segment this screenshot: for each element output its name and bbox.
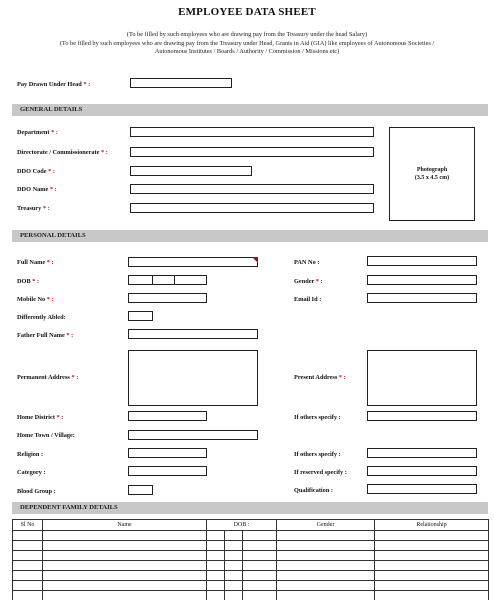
required-marker: * : [83,81,91,88]
father-name-label [17,332,73,339]
family-table-body [13,531,489,600]
full-name-field[interactable] [128,257,258,267]
table-cell[interactable] [225,591,243,600]
table-cell[interactable] [243,551,277,561]
table-row [13,551,489,561]
treasury-label-text: Treasury [17,205,42,212]
table-row [13,531,489,541]
required-marker: * : [66,332,74,339]
table-cell[interactable] [277,551,375,561]
full-name-label [17,259,54,266]
gender-label [294,278,323,285]
col-dob: DOB : [207,520,277,531]
table-cell[interactable] [243,581,277,591]
table-cell[interactable] [207,531,225,541]
table-cell[interactable] [375,561,489,571]
mobile-label [17,296,54,303]
ddo-code-field[interactable] [130,166,252,176]
table-cell[interactable] [207,561,225,571]
ddo-name-label [17,186,57,193]
required-marker: * : [51,129,58,136]
table-cell[interactable] [43,551,207,561]
instruction-note-3: Autonomous Institutes / Boards / Authority / Commission / Missions etc) [154,48,340,55]
table-cell[interactable] [243,541,277,551]
table-cell[interactable] [207,581,225,591]
table-cell[interactable] [225,571,243,581]
table-cell[interactable] [375,581,489,591]
table-cell[interactable] [243,571,277,581]
home-district-label-text: Home District [17,414,55,421]
table-row [13,591,489,600]
required-marker: * : [46,259,54,266]
treasury-label [17,205,50,212]
table-cell[interactable] [225,531,243,541]
directorate-label [17,149,108,156]
if-others-specify-field-2[interactable] [367,448,477,458]
table-cell[interactable] [207,591,225,600]
table-cell[interactable] [277,591,375,600]
home-town-field[interactable] [128,430,258,440]
photo-caption: Photograph [416,167,448,173]
if-others-specify-label-2: If others specify : [294,451,341,458]
ddo-code-label [17,168,55,175]
required-marker: * : [32,278,40,285]
table-row [13,581,489,591]
ddo-name-label-text: DDO Name [17,186,49,193]
table-cell[interactable] [43,591,207,600]
mobile-field[interactable] [128,293,207,303]
table-row [13,571,489,581]
dob-day-field[interactable] [128,275,153,285]
blood-group-field[interactable] [128,485,153,495]
table-cell[interactable] [277,571,375,581]
table-cell[interactable] [277,531,375,541]
father-name-field[interactable] [128,329,258,339]
present-address-field[interactable] [367,350,477,406]
table-cell[interactable] [225,581,243,591]
home-district-label [17,414,63,421]
pay-drawn-label-text: Pay Drawn Under Head [17,81,82,88]
instruction-note-1: (To be filled by such employees who are drawing pay from the Treasury under the head Salary) [126,31,368,38]
required-marker: * : [338,374,346,381]
required-marker: * : [101,149,108,156]
table-row [13,541,489,551]
table-cell[interactable] [43,581,207,591]
family-table [12,519,489,600]
table-cell[interactable] [375,591,489,600]
general-details-header: GENERAL DETAILS [12,104,488,116]
col-sl-no: Sl No [13,520,43,531]
permanent-address-field[interactable] [128,350,258,406]
table-cell[interactable] [13,591,43,600]
gender-label-text: Gender [294,278,315,285]
required-marker: * : [315,278,323,285]
if-reserved-specify-label: If reserved specify : [294,469,347,476]
photograph-box[interactable] [389,127,475,221]
table-cell[interactable] [43,561,207,571]
table-cell[interactable] [243,531,277,541]
dob-label [17,278,39,285]
if-others-specify-label-1: If others specify : [294,414,341,421]
required-marker: * : [46,296,54,303]
table-cell[interactable] [207,551,225,561]
father-name-label-text: Father Full Name [17,332,65,339]
qualification-field[interactable] [367,484,477,494]
table-cell[interactable] [225,561,243,571]
field-corner-marker [252,257,258,263]
col-relationship: Relationship [375,520,489,531]
page-title: EMPLOYEE DATA SHEET [178,6,316,18]
qualification-label: Qualification : [294,487,334,494]
differently-abled-field[interactable] [128,311,153,321]
dependent-family-header: DEPENDENT FAMILY DETAILS [12,502,488,514]
department-label [17,129,58,136]
permanent-address-label [17,374,78,381]
pan-label: PAN No : [294,259,320,266]
col-gender: Gender [277,520,375,531]
gender-field[interactable] [367,275,477,285]
table-cell[interactable] [13,561,43,571]
email-field[interactable] [367,293,477,303]
required-marker: * : [48,168,55,175]
table-cell[interactable] [243,591,277,600]
category-label: Category : [17,469,46,476]
table-cell[interactable] [13,551,43,561]
personal-details-header: PERSONAL DETAILS [12,230,488,242]
ddo-name-field[interactable] [130,184,374,194]
present-address-label [294,374,346,381]
table-cell[interactable] [43,541,207,551]
table-cell[interactable] [225,551,243,561]
table-row [13,561,489,571]
category-field[interactable] [128,466,207,476]
table-cell[interactable] [207,571,225,581]
table-cell[interactable] [375,531,489,541]
required-marker: * : [56,414,64,421]
dob-label-text: DOB [17,278,31,285]
full-name-label-text: Full Name [17,259,46,266]
table-cell[interactable] [277,541,375,551]
table-cell[interactable] [277,581,375,591]
department-label-text: Department [17,129,50,136]
table-cell[interactable] [375,541,489,551]
table-cell[interactable] [243,561,277,571]
directorate-label-text: Directorate / Commissionerate [17,149,100,156]
photo-size: (3.5 x 4.5 cm) [414,175,450,181]
pay-drawn-label [17,81,90,88]
home-district-field[interactable] [128,411,207,421]
if-reserved-specify-field[interactable] [367,466,477,476]
family-table-header-row [13,520,489,531]
treasury-field[interactable] [130,203,374,213]
department-field[interactable] [130,127,374,137]
required-marker: * : [71,374,79,381]
required-marker: * : [49,186,57,193]
directorate-field[interactable] [130,147,374,157]
present-address-label-text: Present Address [294,374,338,381]
table-cell[interactable] [13,571,43,581]
pan-field[interactable] [367,256,477,266]
email-label: Email Id : [294,296,322,303]
religion-field[interactable] [128,448,207,458]
table-cell[interactable] [375,551,489,561]
if-others-specify-field-1[interactable] [367,411,477,421]
instruction-note-2: (To be filled by such employees who are drawing pay from the Treasury under Head, Grants in Aid (GIA) like employees of Autonomous Societies / [59,40,435,47]
permanent-address-label-text: Permanent Address [17,374,70,381]
table-cell[interactable] [13,531,43,541]
dob-month-field[interactable] [152,275,175,285]
pay-drawn-field[interactable] [130,78,232,88]
religion-label: Religion : [17,451,44,458]
table-cell[interactable] [13,541,43,551]
mobile-label-text: Mobile No [17,296,46,303]
home-town-label: Home Town / Village: [17,432,75,439]
table-cell[interactable] [277,561,375,571]
differently-abled-label: Differently Abled: [17,314,66,321]
required-marker: * : [42,205,50,212]
ddo-code-label-text: DDO Code [17,168,47,175]
table-cell[interactable] [43,571,207,581]
blood-group-label: Blood Group : [17,488,56,495]
dob-year-field[interactable] [174,275,207,285]
col-name: Name [43,520,207,531]
table-cell[interactable] [43,531,207,541]
table-cell[interactable] [13,581,43,591]
table-cell[interactable] [375,571,489,581]
table-cell[interactable] [225,541,243,551]
table-cell[interactable] [207,541,225,551]
